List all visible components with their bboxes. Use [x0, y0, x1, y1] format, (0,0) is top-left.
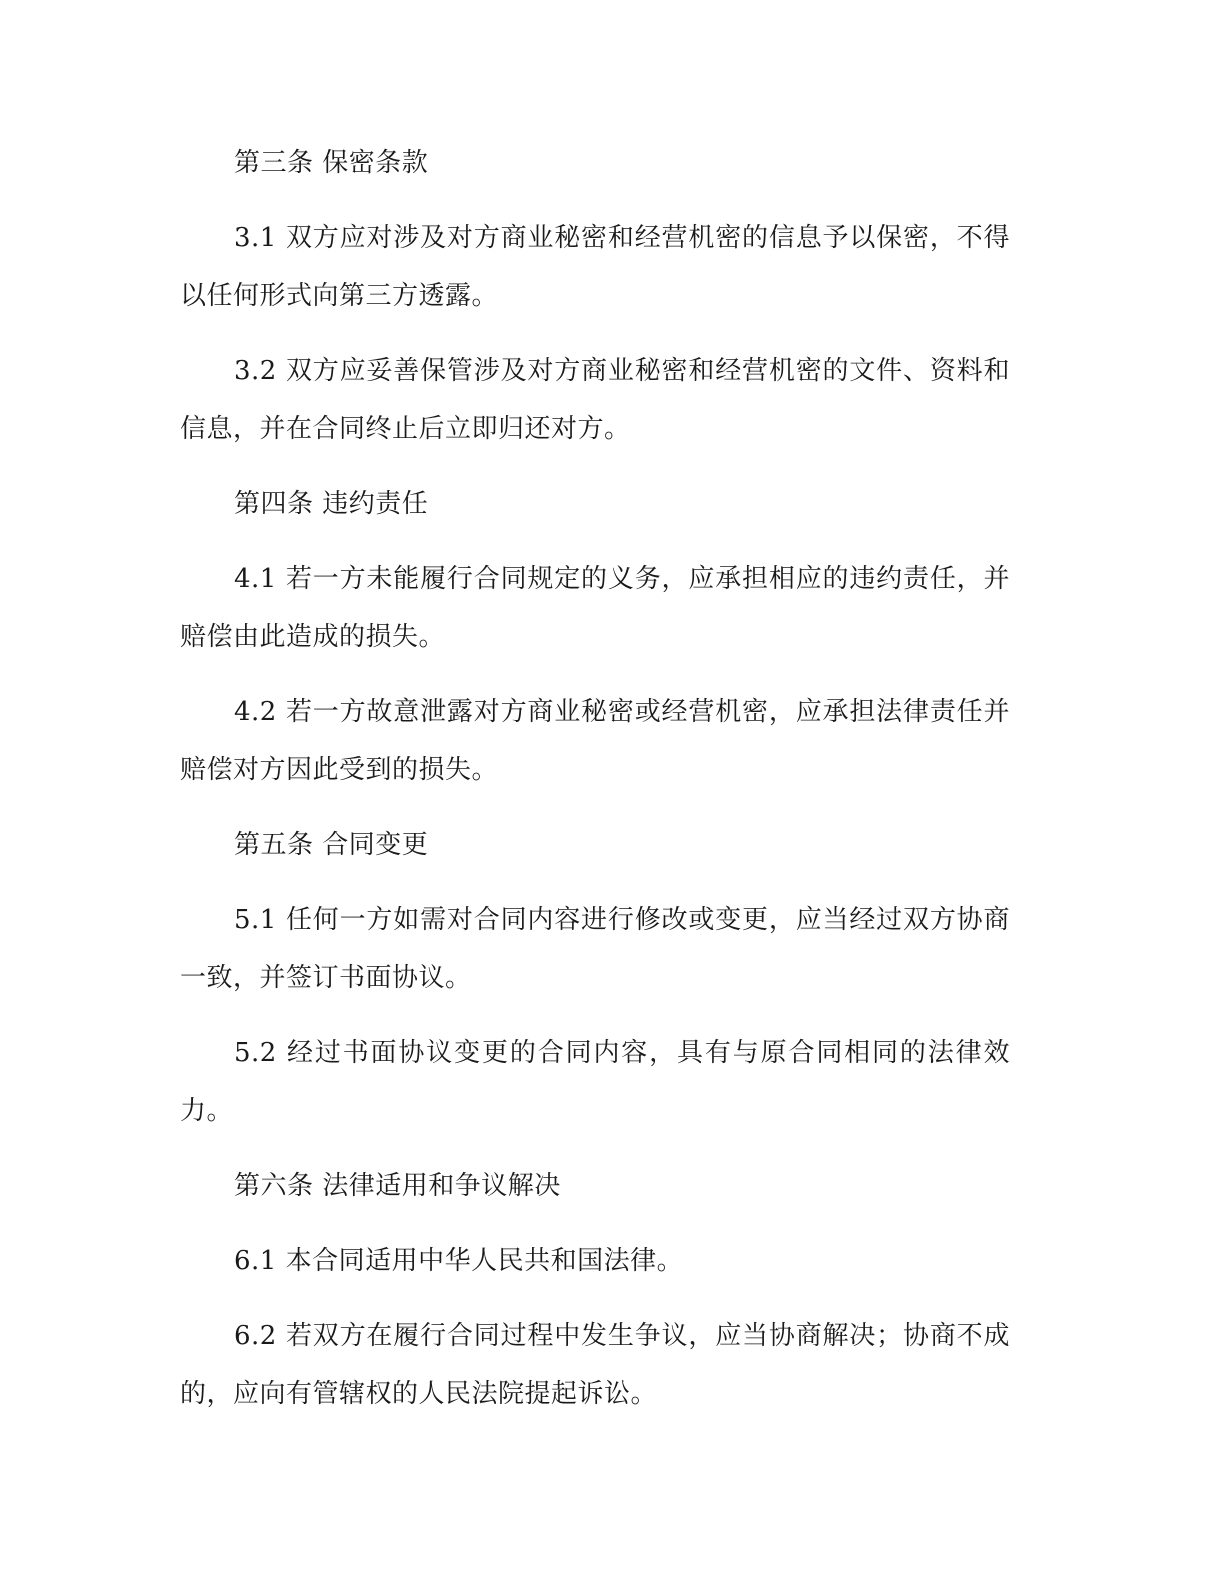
article-5-heading: 第五条 合同变更 — [234, 830, 429, 860]
clause-6-1: 6.1 本合同适用中华人民共和国法律。 — [234, 1246, 684, 1276]
article-3-heading: 第三条 保密条款 — [234, 148, 429, 178]
clause-5-1: 5.1 任何一方如需对合同内容进行修改或变更，应当经过双方协商一致，并签订书面协议。 — [180, 905, 1010, 993]
article-6-heading: 第六条 法律适用和争议解决 — [234, 1171, 561, 1201]
article-4-heading: 第四条 违约责任 — [234, 489, 429, 519]
clause-6-2: 6.2 若双方在履行合同过程中发生争议，应当协商解决；协商不成的，应向有管辖权的人民法院提起诉讼。 — [180, 1321, 1010, 1409]
clause-3-2: 3.2 双方应妥善保管涉及对方商业秘密和经营机密的文件、资料和信息，并在合同终止后立即归还对方。 — [180, 356, 1010, 444]
clause-5-2: 5.2 经过书面协议变更的合同内容，具有与原合同相同的法律效力。 — [180, 1038, 1010, 1126]
clause-3-1: 3.1 双方应对涉及对方商业秘密和经营机密的信息予以保密，不得以任何形式向第三方透露。 — [180, 223, 1010, 311]
clause-4-2: 4.2 若一方故意泄露对方商业秘密或经营机密，应承担法律责任并赔偿对方因此受到的损失。 — [180, 697, 1010, 785]
clause-4-1: 4.1 若一方未能履行合同规定的义务，应承担相应的违约责任，并赔偿由此造成的损失。 — [180, 564, 1010, 652]
document-body — [180, 134, 1010, 1440]
